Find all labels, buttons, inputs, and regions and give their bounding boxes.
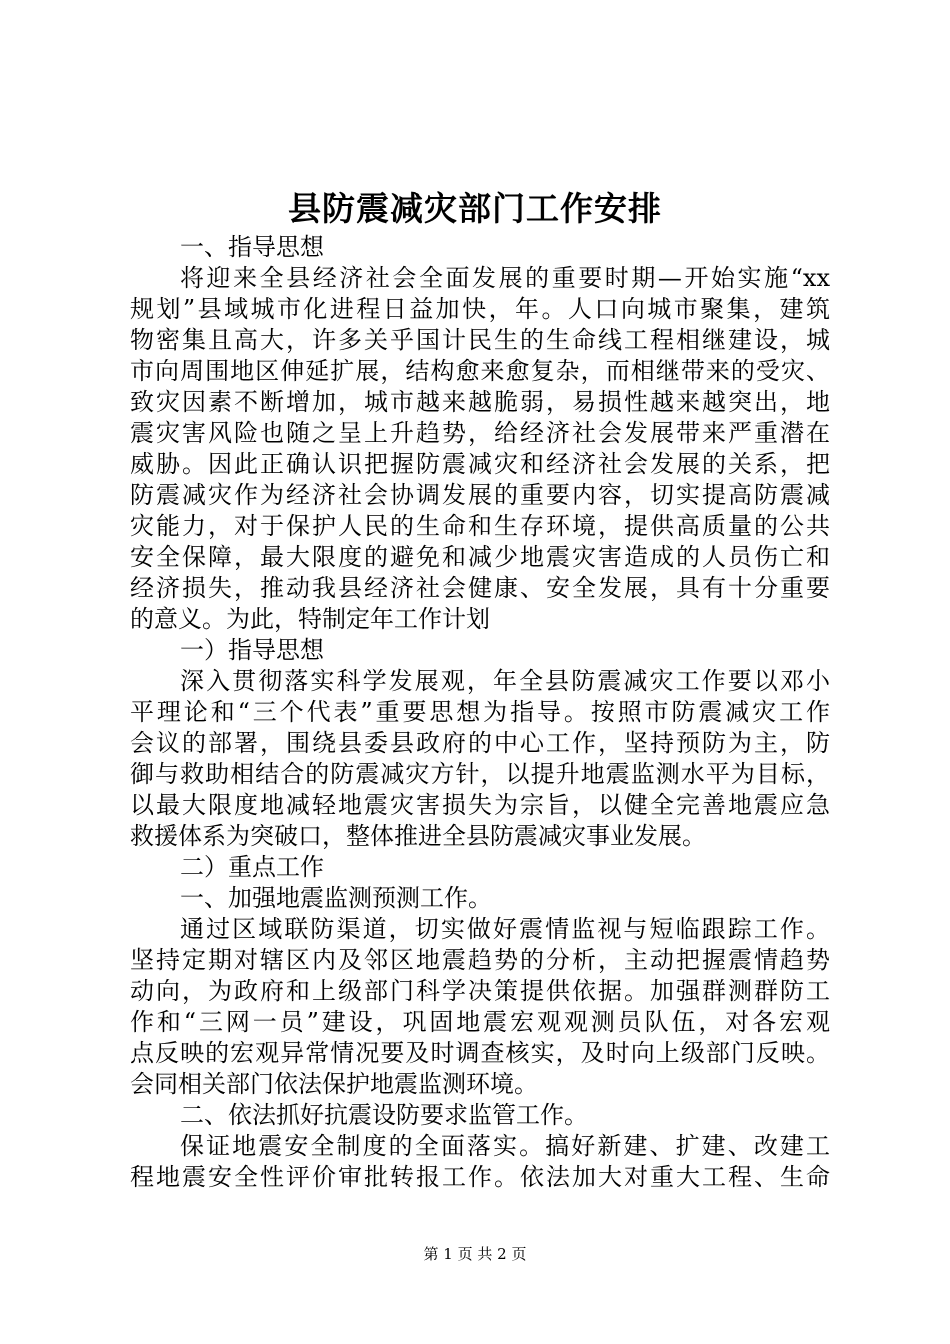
text-line: 一、指导思想: [180, 233, 324, 261]
text-line: 平理论和“三个代表”重要思想为指导。按照市防震减灾工作: [130, 698, 830, 726]
text-line: 动向，为政府和上级部门科学决策提供依据。加强群测群防工: [130, 977, 830, 1005]
text-line: 规划”县域城市化进程日益加快，年。人口向城市聚集，建筑: [130, 295, 830, 323]
text-line: 会同相关部门依法保护地震监测环境。: [130, 1070, 538, 1098]
text-line: 救援体系为突破口，整体推进全县防震减灾事业发展。: [130, 822, 706, 850]
text-line: 安全保障，最大限度的避免和减少地震灾害造成的人员伤亡和: [130, 543, 830, 571]
document-body: [130, 232, 830, 1193]
page-footer: 第 1 页 共 2 页: [423, 1245, 527, 1263]
text-line: 震灾害风险也随之呈上升趋势，给经济社会发展带来严重潜在: [130, 419, 830, 447]
text-line: 致灾因素不断增加，城市越来越脆弱，易损性越来越突出，地: [130, 388, 830, 416]
text-line: 市向周围地区伸延扩展，结构愈来愈复杂，而相继带来的受灾、: [130, 357, 830, 385]
text-line: 御与救助相结合的防震减灾方针，以提升地震监测水平为目标，: [130, 760, 830, 788]
text-line: 物密集且高大，许多关乎国计民生的生命线工程相继建设，城: [130, 326, 830, 354]
text-line: 程地震安全性评价审批转报工作。依法加大对重大工程、生命: [130, 1163, 830, 1191]
text-line: 坚持定期对辖区内及邻区地震趋势的分析，主动把握震情趋势: [130, 946, 830, 974]
text-line: 一）指导思想: [180, 636, 324, 664]
text-line: 以最大限度地减轻地震灾害损失为宗旨，以健全完善地震应急: [130, 791, 830, 819]
document-title: 县防震减灾部门工作安排: [288, 189, 662, 228]
text-line: 二、依法抓好抗震设防要求监管工作。: [180, 1101, 588, 1129]
text-line: 会议的部署，围绕县委县政府的中心工作，坚持预防为主，防: [130, 729, 830, 757]
text-line: 防震减灾作为经济社会协调发展的重要内容，切实提高防震减: [130, 481, 830, 509]
text-line: 经济损失，推动我县经济社会健康、安全发展，具有十分重要: [130, 574, 830, 602]
text-line: 保证地震安全制度的全面落实。搞好新建、扩建、改建工: [180, 1132, 830, 1160]
text-line: 深入贯彻落实科学发展观，年全县防震减灾工作要以邓小: [180, 667, 830, 695]
text-line: 灾能力，对于保护人民的生命和生存环境，提供高质量的公共: [130, 512, 830, 540]
text-line: 二）重点工作: [180, 853, 324, 881]
text-line: 点反映的宏观异常情况要及时调查核实，及时向上级部门反映。: [130, 1039, 830, 1067]
text-line: 威胁。因此正确认识把握防震减灾和经济社会发展的关系，把: [130, 450, 830, 478]
text-line: 通过区域联防渠道，切实做好震情监视与短临跟踪工作。: [180, 915, 830, 943]
text-line: 的意义。为此，特制定年工作计划: [130, 605, 490, 633]
text-line: 一、加强地震监测预测工作。: [180, 884, 492, 912]
text-line: 作和“三网一员”建设，巩固地震宏观观测员队伍，对各宏观: [130, 1008, 830, 1036]
text-line: 将迎来全县经济社会全面发展的重要时期—开始实施“xx: [180, 264, 830, 292]
